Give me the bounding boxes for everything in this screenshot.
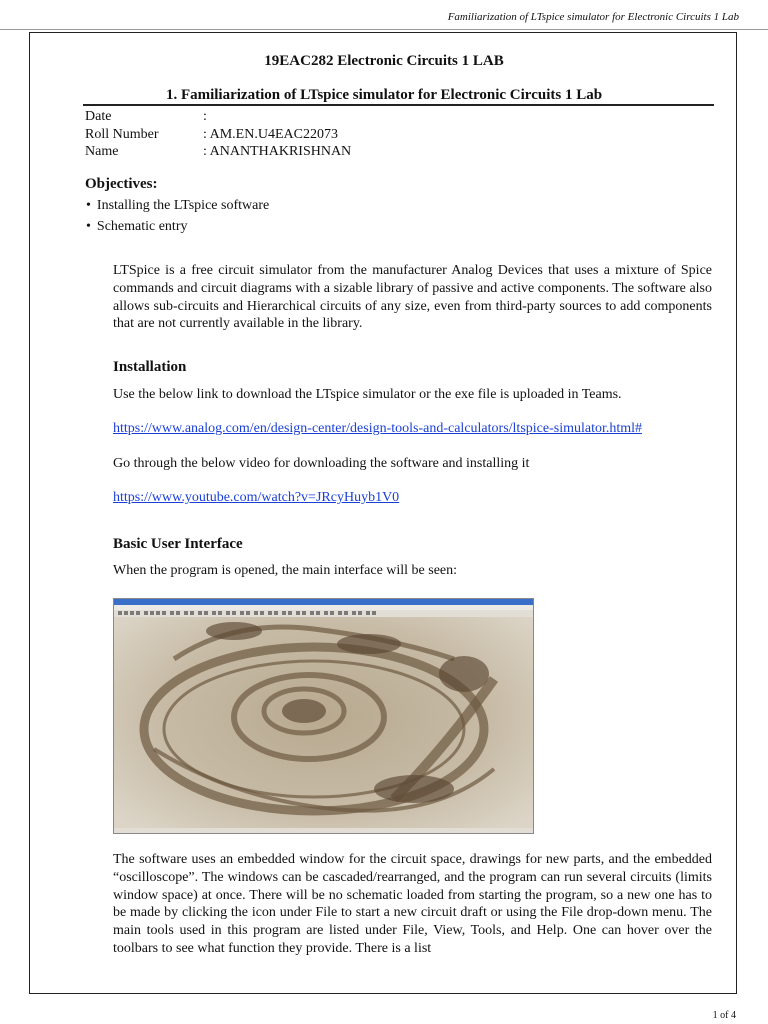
installation-heading: Installation — [113, 359, 187, 375]
objectives-heading: Objectives: — [85, 176, 158, 192]
intro-paragraph: LTSpice is a free circuit simulator from the manufacturer Analog Devices that uses a mixture of Spice commands and circuit diagrams with a sizable library of passive and active components. The software also allows sub-circuits and Hierarchical circuits of any size, even from third-party sources to add components that are not currently available in the library. — [113, 263, 712, 332]
info-row-name — [85, 143, 351, 161]
list-item: • Schematic entry — [86, 216, 269, 237]
closing-paragraph: The software uses an embedded window for the circuit space, drawings for new parts, and the embedded “oscilloscope”. The windows can be cascaded/rearranged, and the program can run several circuits (limits window space) at once. There will be no schematic loaded from starting the program, so a new one has to be made by clicking the icon under File to start a new circuit draft or using the File drop-down menu. The main tools used in this program are listed under File, View, Tools, and Help. One can hover over the toolbars to see what function they provide. There is a list — [113, 852, 712, 956]
info-label: Name — [85, 144, 119, 159]
running-header: Familiarization of LTspice simulator for Electronic Circuits 1 Lab — [447, 11, 739, 23]
info-label: Date — [85, 109, 112, 124]
page-number: 1 of 4 — [712, 1010, 736, 1021]
ltspice-window-image — [114, 599, 534, 834]
installation-text: Use the below link to download the LTspice simulator or the exe file is uploaded in Teams. — [113, 387, 622, 402]
youtube-video-link[interactable]: https://www.youtube.com/watch?v=JRcyHuyb1V0 — [113, 490, 400, 505]
info-row-date — [85, 108, 351, 126]
title-rule — [83, 104, 714, 106]
lab-title: 19EAC282 Electronic Circuits 1 LAB — [264, 53, 504, 69]
ltspice-download-link[interactable]: https://www.analog.com/en/design-center/design-tools-and-calculators/ltspice-simulator.html# — [113, 421, 643, 436]
info-label: Roll Number — [85, 126, 159, 142]
experiment-title: 1. Familiarization of LTspice simulator for Electronic Circuits 1 Lab — [165, 87, 603, 103]
info-row-roll-number — [85, 126, 351, 144]
basic-ui-heading: Basic User Interface — [113, 536, 243, 552]
info-value: : — [203, 109, 207, 124]
info-value: : ANANTHAKRISHNAN — [203, 144, 352, 159]
header-rule — [0, 29, 768, 30]
basic-ui-text: When the program is opened, the main interface will be seen: — [113, 563, 458, 578]
info-value: : AM.EN.U4EAC22073 — [203, 126, 338, 142]
video-instruction-text: Go through the below video for downloading the software and installing it — [113, 456, 530, 471]
ltspice-interface-screenshot — [113, 598, 534, 834]
list-item: • Installing the LTspice software — [86, 195, 269, 216]
objectives-list — [86, 195, 269, 237]
student-info — [85, 108, 351, 161]
